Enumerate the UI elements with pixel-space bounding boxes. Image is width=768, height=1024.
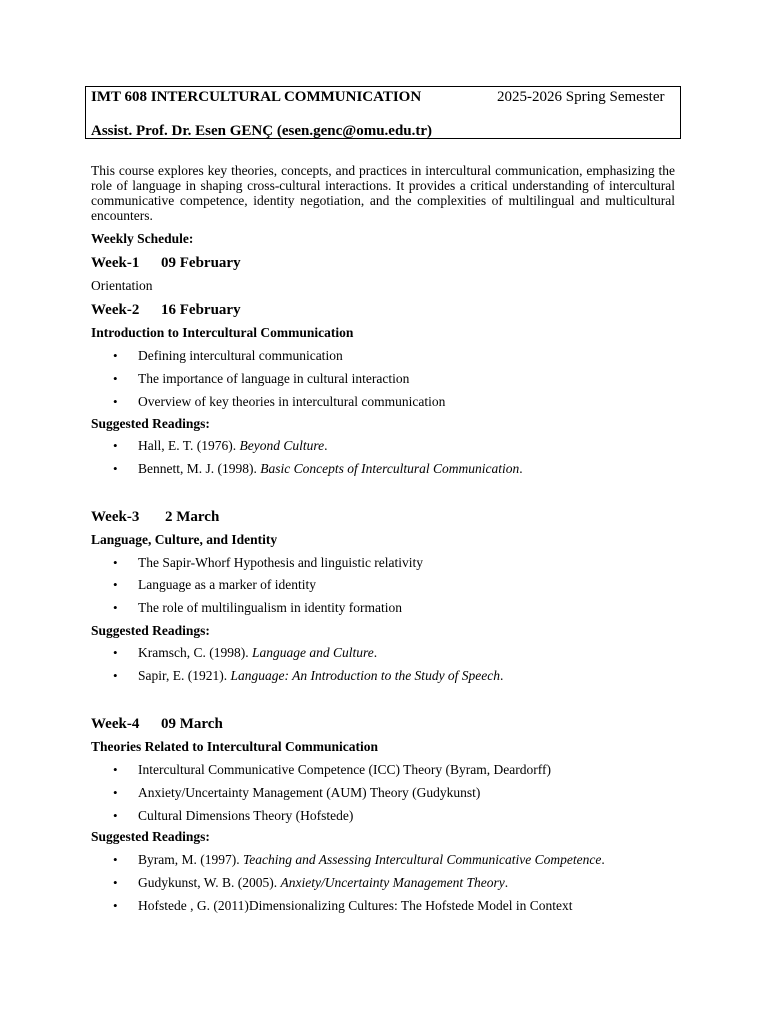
week-heading: [91, 254, 241, 272]
list-item: The role of multilingualism in identity formation: [138, 600, 402, 615]
reading-end: .: [601, 852, 605, 867]
list-item: Language as a marker of identity: [138, 577, 317, 592]
list-item: Defining intercultural communication: [138, 348, 343, 363]
week-heading: [91, 301, 241, 319]
reading-item: [138, 898, 573, 914]
reading-author: Hall, E. T. (1976).: [138, 438, 240, 453]
list-bullet: •: [113, 808, 118, 823]
list-bullet: •: [113, 600, 118, 615]
semester-label: 2025-2026 Spring Semester: [497, 89, 665, 105]
list-bullet: •: [113, 348, 118, 363]
reading-author: Gudykunst, W. B. (2005).: [138, 875, 281, 890]
reading-title: Language: An Introduction to the Study of Speech: [230, 668, 501, 683]
week-label: Week-3: [91, 509, 140, 525]
reading-title: Anxiety/Uncertainty Management Theory: [280, 875, 505, 890]
list-item: Anxiety/Uncertainty Management (AUM) Theory (Gudykunst): [138, 785, 481, 800]
reading-author: Byram, M. (1997).: [138, 852, 243, 867]
reading-title: Beyond Culture: [239, 438, 325, 453]
list-bullet: •: [113, 645, 118, 660]
list-bullet: •: [113, 577, 118, 592]
week-heading: [91, 715, 223, 733]
reading-end: .: [373, 645, 378, 660]
list-bullet: •: [113, 555, 118, 570]
list-bullet: •: [113, 438, 118, 453]
reading-item: [138, 852, 605, 868]
reading-end: .: [324, 438, 328, 453]
week-label: Week-2: [91, 302, 140, 318]
reading-item: [138, 438, 327, 454]
course-description: This course explores key theories, concepts, and practices in intercultural communication, emphasizing the role of language in shaping cross-cultural interactions. It provides a critical understanding of intercultural communicative competence, identity negotiation, and the complexities of multilingual and multicultural encounters.: [91, 163, 675, 223]
list-item: The Sapir-Whorf Hypothesis and linguistic relativity: [138, 555, 424, 570]
week-label: Week-1: [91, 255, 140, 271]
week-topic: Theories Related to Intercultural Communication: [91, 739, 378, 754]
week-date: 2 March: [165, 509, 220, 525]
list-bullet: •: [113, 394, 118, 409]
list-bullet: •: [113, 785, 118, 800]
week-topic: Introduction to Intercultural Communication: [91, 325, 354, 340]
reading-title: Basic Concepts of Intercultural Communication: [260, 461, 520, 476]
list-bullet: •: [113, 461, 118, 476]
suggested-readings-label: Suggested Readings:: [91, 416, 210, 431]
list-item: The importance of language in cultural interaction: [138, 371, 410, 386]
list-bullet: •: [113, 898, 118, 913]
list-bullet: •: [113, 875, 118, 890]
reading-item: [138, 875, 508, 891]
list-item: Intercultural Communicative Competence (ICC) Theory (Byram, Deardorff): [138, 762, 551, 777]
instructor-line: Assist. Prof. Dr. Esen GENÇ (esen.genc@omu.edu.tr): [91, 123, 433, 139]
reading-item: [138, 461, 523, 477]
week-heading: [91, 508, 220, 526]
reading-author: Kramsch, C. (1998).: [138, 645, 252, 660]
reading-end: .: [500, 668, 504, 683]
list-item: Overview of key theories in intercultural communication: [138, 394, 446, 409]
list-bullet: •: [113, 762, 118, 777]
list-bullet: •: [113, 852, 118, 867]
list-bullet: •: [113, 371, 118, 386]
reading-end: .: [504, 875, 509, 890]
suggested-readings-label: Suggested Readings:: [91, 829, 210, 844]
week-label: Week-4: [91, 716, 140, 732]
list-item: Cultural Dimensions Theory (Hofstede): [138, 808, 354, 823]
course-title: IMT 608 INTERCULTURAL COMMUNICATION: [91, 89, 422, 105]
list-bullet: •: [113, 668, 118, 683]
reading-title: Language and Culture: [251, 645, 374, 660]
week-date: 16 February: [161, 302, 241, 318]
reading-item: [138, 668, 503, 684]
reading-title: Teaching and Assessing Intercultural Communicative Competence: [243, 852, 602, 867]
weekly-schedule-heading: Weekly Schedule:: [91, 231, 194, 246]
week-note: Orientation: [91, 278, 153, 293]
reading-author: Sapir, E. (1921).: [138, 668, 231, 683]
reading-end: .: [519, 461, 523, 476]
suggested-readings-label: Suggested Readings:: [91, 623, 210, 638]
reading-item: [138, 645, 377, 661]
reading-author: Hofstede , G. (2011)Dimensionalizing Cultures: The Hofstede Model in Context: [138, 898, 573, 913]
reading-author: Bennett, M. J. (1998).: [138, 461, 261, 476]
week-date: 09 March: [161, 716, 223, 732]
week-date: 09 February: [161, 255, 241, 271]
week-topic: Language, Culture, and Identity: [91, 532, 278, 547]
